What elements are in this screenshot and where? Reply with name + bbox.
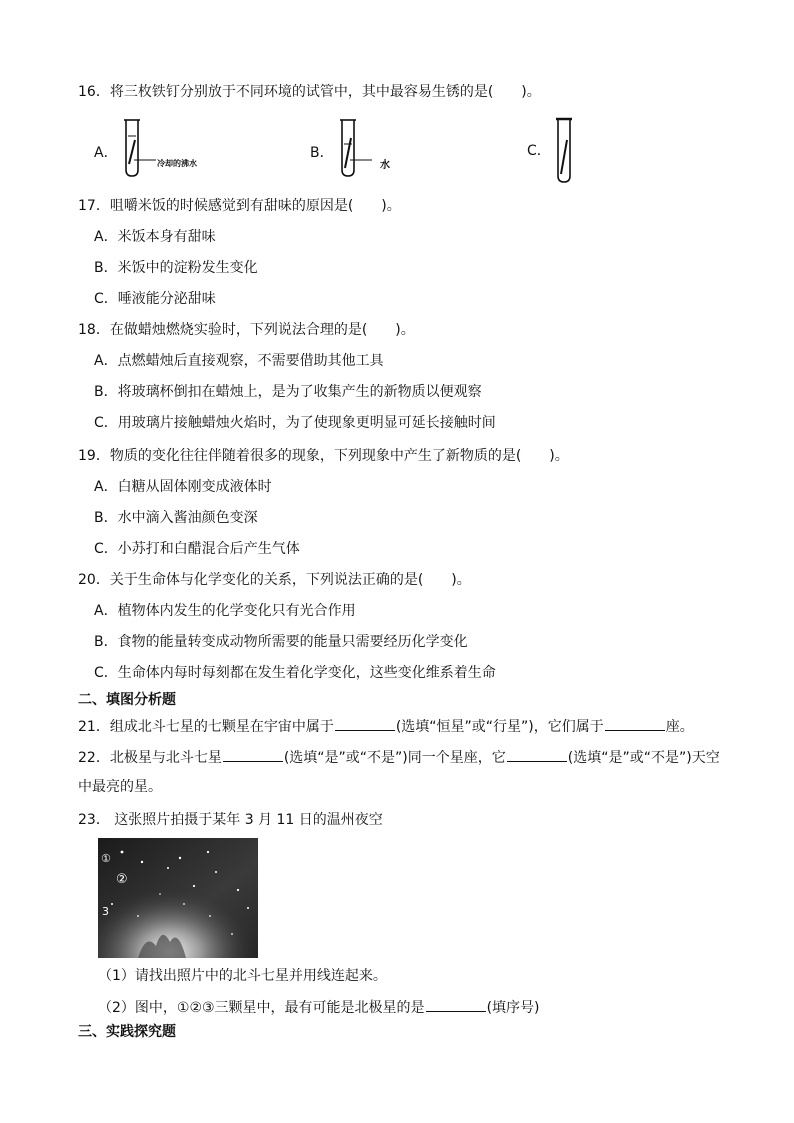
q22-text-2: (选填“是”或“不是”)同一个星座，它 [283, 750, 506, 766]
q22 [78, 747, 720, 768]
q18-option-b: B．将玻璃杯倒扣在蜡烛上，是为了收集产生的新物质以便观察 [94, 384, 482, 400]
q21-text-1: 21．组成北斗七星的七颗星在宇宙中属于 [78, 719, 334, 735]
q18-stem: 18．在做蜡烛燃烧实验时，下列说法合理的是( )。 [78, 322, 415, 338]
q19-option-c: C．小苏打和白醋混合后产生气体 [94, 541, 300, 557]
q20-option-b: B．食物的能量转变成动物所需要的能量只需要经历化学变化 [94, 634, 468, 650]
test-tube-c-diagram [552, 116, 582, 186]
q17-option-b: B．米饭中的淀粉发生变化 [94, 260, 258, 276]
q16-option-b-label: B． [310, 145, 334, 161]
q17-option-a: A．米饭本身有甜味 [94, 229, 216, 245]
q22-blank-2[interactable] [507, 747, 567, 762]
q22-text-1: 22．北极星与北斗七星 [78, 750, 222, 766]
q16-option-c-label: C． [527, 143, 551, 159]
q23-blank[interactable] [426, 997, 486, 1012]
q19-stem: 19．物质的变化往往伴随着很多的现象，下列现象中产生了新物质的是( )。 [78, 448, 569, 464]
q20-stem: 20．关于生命体与化学变化的关系，下列说法正确的是( )。 [78, 572, 471, 588]
q19-option-b: B．水中滴入酱油颜色变深 [94, 510, 258, 526]
q23-sub-2-suffix: (填序号) [486, 1000, 540, 1016]
q22-text-3: (选填“是”或“不是”)天空 [567, 750, 720, 766]
q23-sub-2-text: （2）图中，①②③三颗星中，最有可能是北极星的是 [98, 1000, 425, 1016]
q18-option-c: C．用玻璃片接触蜡烛火焰时，为了使现象更明显可延长接触时间 [94, 415, 496, 431]
photo-mark-2: ② [116, 872, 128, 887]
section-2-heading: 二、填图分析题 [78, 692, 176, 708]
q23-sub-2 [98, 997, 540, 1018]
q20-option-a: A．植物体内发生的化学变化只有光合作用 [94, 603, 356, 619]
q21-blank-1[interactable] [335, 716, 395, 731]
section-3-heading: 三、实践探究题 [78, 1024, 176, 1040]
q21-text-3: 座。 [665, 719, 694, 735]
night-sky-photo [98, 838, 258, 958]
q23-stem: 23． 这张照片拍摄于某年 3 月 11 日的温州夜空 [78, 812, 383, 828]
q18-option-a: A．点燃蜡烛后直接观察，不需要借助其他工具 [94, 353, 384, 369]
q20-option-c: C．生命体内每时每刻都在发生着化学变化，这些变化维系着生命 [94, 665, 496, 681]
photo-mark-3: 3 [102, 905, 109, 918]
q17-stem: 17．咀嚼米饭的时候感觉到有甜味的原因是( )。 [78, 198, 401, 214]
q19-option-a: A．白糖从固体刚变成液体时 [94, 479, 272, 495]
test-tube-b-diagram [336, 118, 376, 180]
q17-option-c: C．唾液能分泌甜味 [94, 291, 216, 307]
photo-mark-1: ① [101, 852, 111, 865]
q16-stem: 16．将三枚铁钉分别放于不同环境的试管中，其中最容易生锈的是( )。 [78, 84, 541, 100]
q22-blank-1[interactable] [223, 747, 283, 762]
q16-option-a-label: A． [94, 145, 118, 161]
q21-blank-2[interactable] [605, 716, 665, 731]
q16-option-b-note: 水 [380, 160, 390, 171]
q23-sub-1: （1）请找出照片中的北斗七星并用线连起来。 [98, 968, 387, 984]
test-tube-a-diagram [120, 118, 160, 180]
q21-text-2: (选填“恒星”或“行星”)，它们属于 [395, 719, 604, 735]
q22-line-2: 中最亮的星。 [78, 779, 162, 795]
q21 [78, 716, 694, 737]
q16-option-a-note: 冷却的沸水 [157, 159, 197, 168]
